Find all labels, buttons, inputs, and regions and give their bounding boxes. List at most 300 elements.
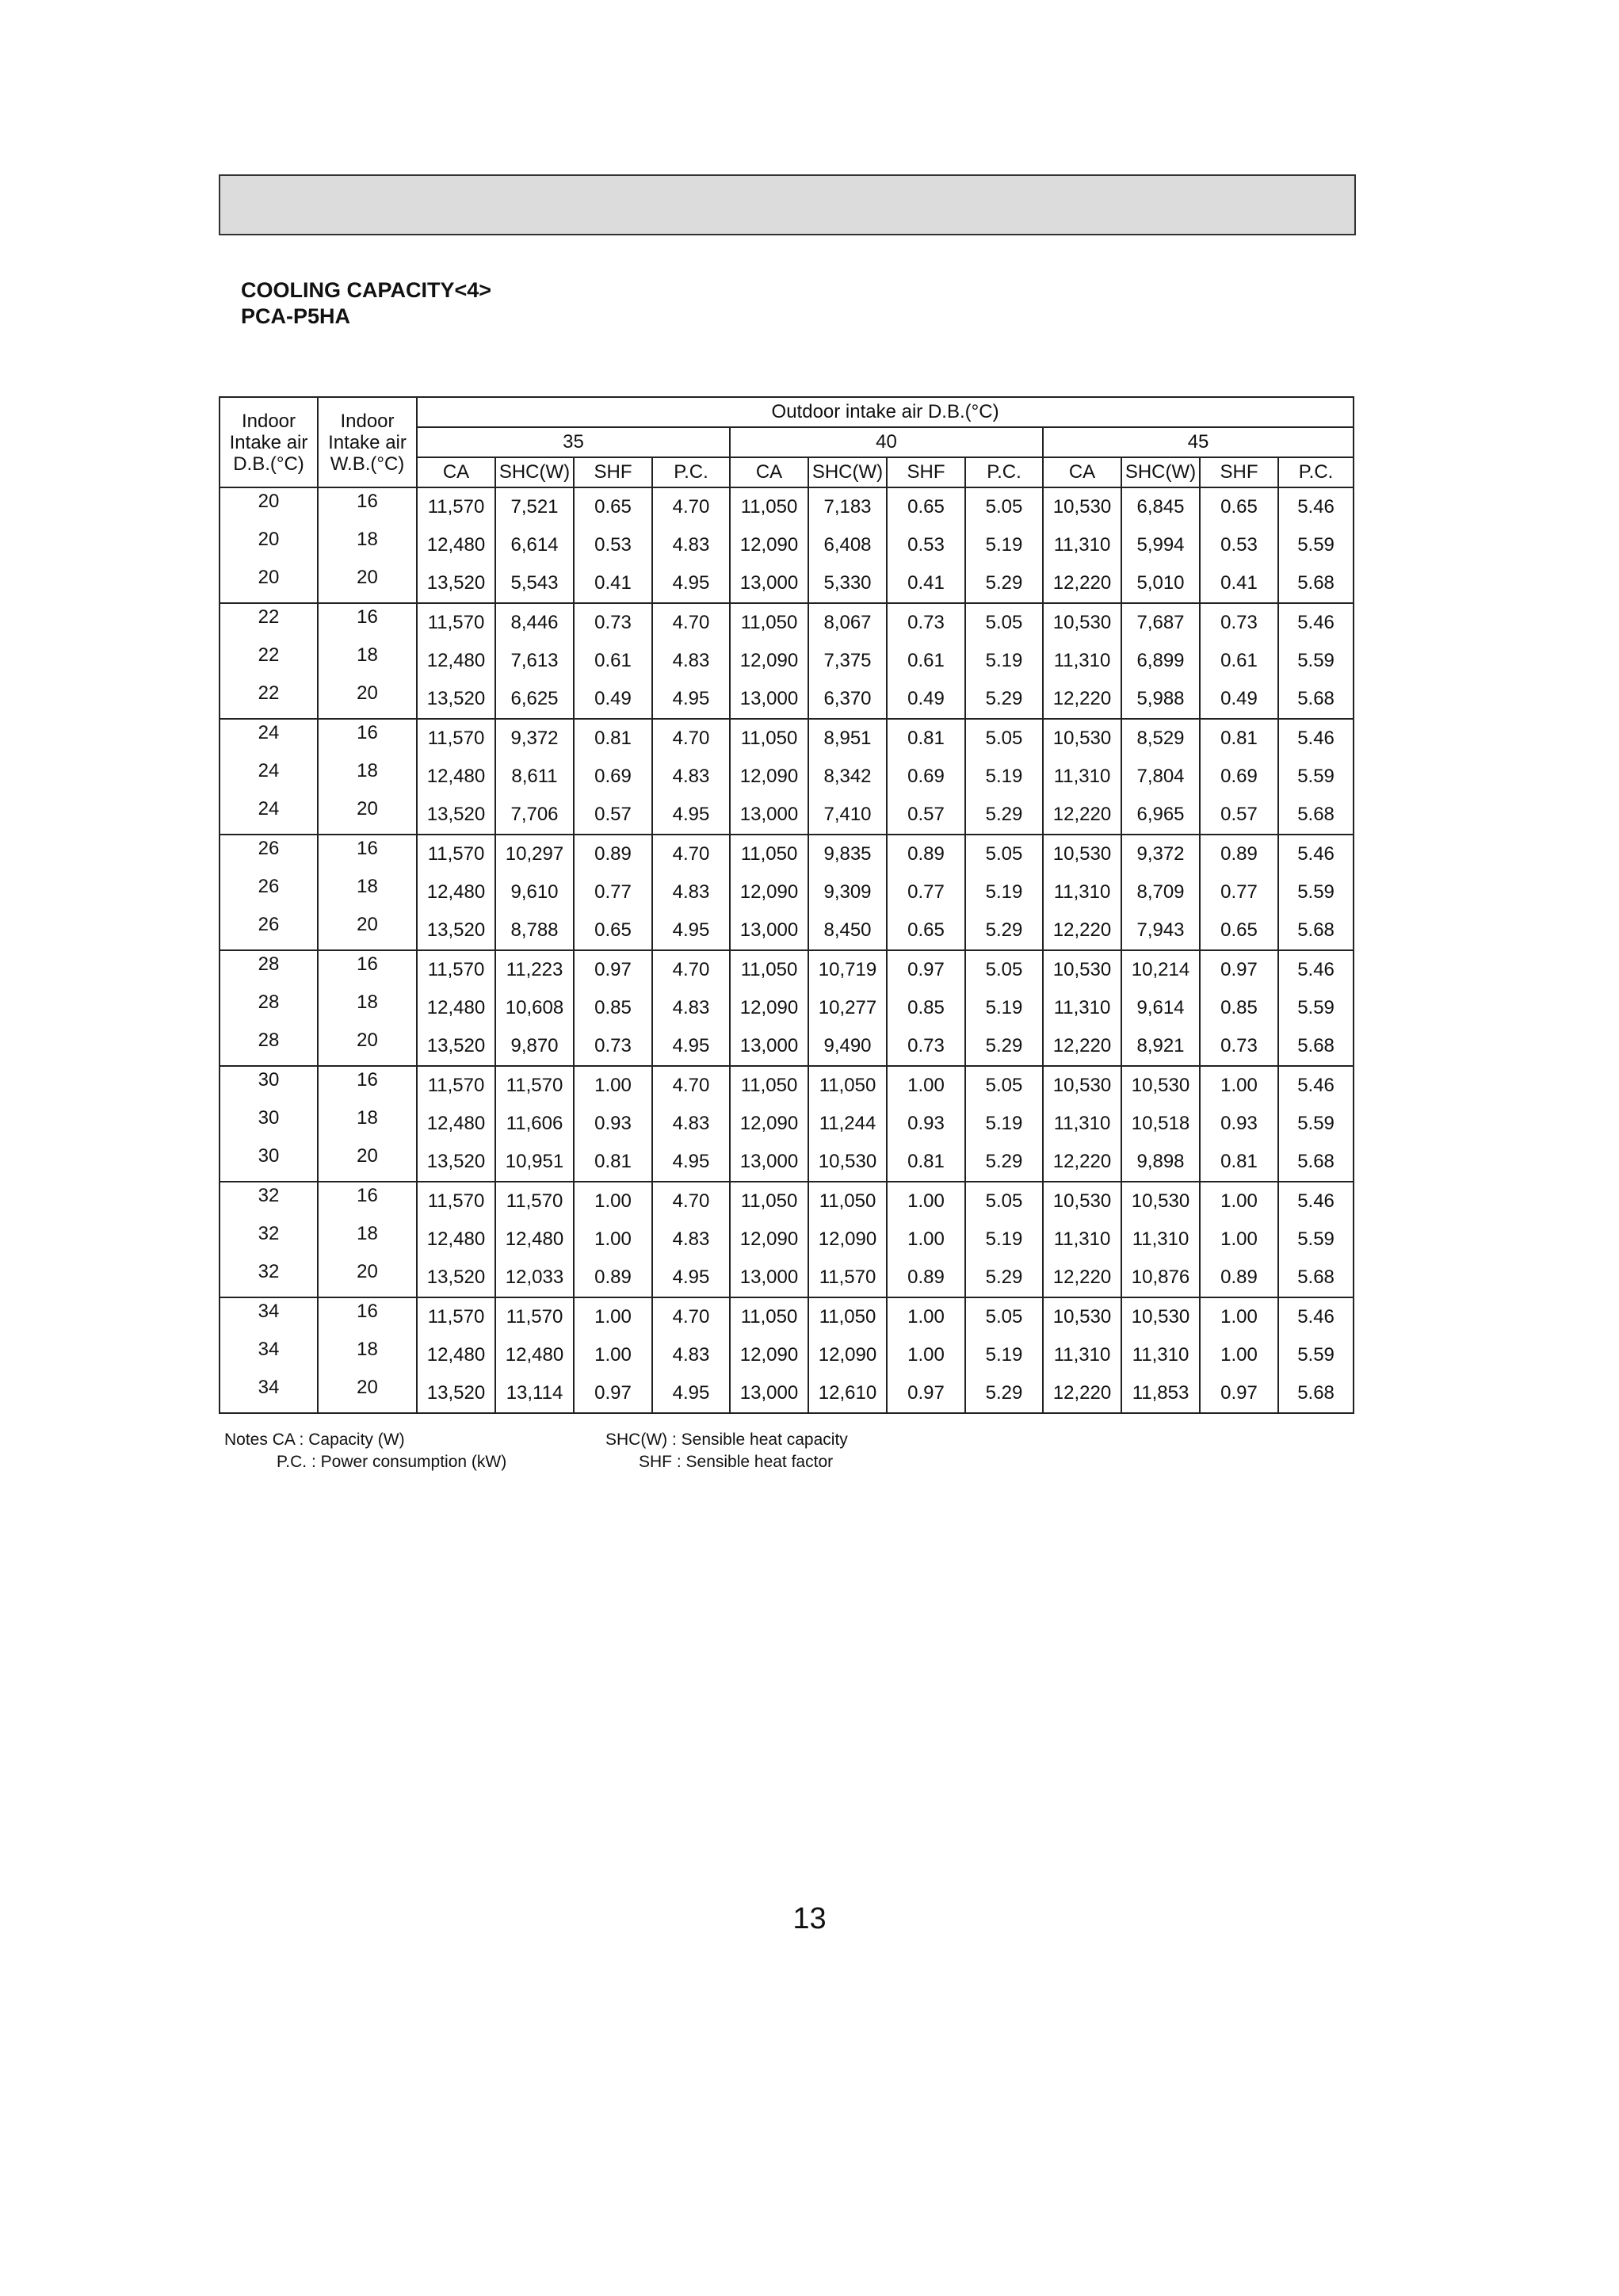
table-cell: 5.05: [965, 719, 1043, 758]
table-cell: 13,520: [417, 796, 495, 835]
table-cell: 11,223: [495, 950, 574, 989]
table-cell: 5.46: [1278, 1066, 1354, 1105]
table-cell: 5.05: [965, 835, 1043, 873]
table-cell: 12,090: [730, 1105, 808, 1143]
table-cell: 11,310: [1043, 758, 1121, 796]
table-cell: 0.61: [1200, 642, 1278, 680]
table-cell: 0.97: [574, 950, 652, 989]
table-cell: 0.57: [887, 796, 965, 835]
table-cell: 12,480: [417, 758, 495, 796]
table-cell: 11,853: [1121, 1374, 1200, 1413]
table-cell: 11,050: [808, 1066, 887, 1105]
table-cell: 30: [220, 1143, 318, 1182]
header-band: [219, 174, 1356, 235]
table-cell: 0.89: [574, 1259, 652, 1297]
table-cell: 11,310: [1121, 1336, 1200, 1374]
table-row: [220, 835, 1354, 873]
table-cell: 6,370: [808, 680, 887, 719]
table-cell: 10,719: [808, 950, 887, 989]
table-cell: 8,709: [1121, 873, 1200, 911]
table-cell: 10,530: [1043, 603, 1121, 642]
table-cell: 0.85: [1200, 989, 1278, 1027]
table-cell: 10,518: [1121, 1105, 1200, 1143]
table-cell: 18: [318, 873, 417, 911]
table-cell: 11,570: [808, 1259, 887, 1297]
table-cell: 0.53: [887, 526, 965, 564]
table-cell: 11,050: [808, 1297, 887, 1336]
table-cell: 11,570: [417, 487, 495, 526]
table-cell: 6,965: [1121, 796, 1200, 835]
table-cell: 11,606: [495, 1105, 574, 1143]
table-cell: 4.95: [652, 1143, 730, 1182]
table-cell: 18: [318, 1336, 417, 1374]
table-cell: 5.59: [1297, 997, 1335, 1018]
table-cell: 12,033: [495, 1259, 574, 1297]
col-ca: CA: [1043, 457, 1121, 487]
notes-left: [224, 1429, 506, 1473]
table-cell: 5.59: [1297, 534, 1335, 556]
table-cell: 11,570: [495, 1182, 574, 1221]
table-cell: 8,446: [495, 603, 574, 642]
table-cell: 4.83: [652, 1105, 730, 1143]
table-cell: 0.41: [887, 564, 965, 603]
outdoor-temp-35: 35: [417, 427, 730, 457]
table-cell: 6,408: [808, 526, 887, 564]
table-cell: 1.00: [1200, 1066, 1278, 1105]
table-cell: 0.65: [1200, 911, 1278, 950]
table-cell: 0.81: [1200, 719, 1278, 758]
table-cell: 0.93: [1200, 1105, 1278, 1143]
table-cell: 4.70: [652, 719, 730, 758]
table-row: [220, 603, 1354, 642]
cooling-capacity-table: [219, 396, 1354, 1414]
table-cell: 5.05: [965, 1297, 1043, 1336]
table-cell: 4.70: [652, 487, 730, 526]
table-cell: 5.68: [1297, 688, 1335, 709]
table-cell: 10,530: [1043, 1182, 1121, 1221]
table-cell: 9,898: [1121, 1143, 1200, 1182]
table-cell: 4.95: [652, 1374, 730, 1413]
table-row: [220, 487, 1354, 526]
table-cell: 0.81: [1200, 1143, 1278, 1182]
table-cell: 11,244: [808, 1105, 887, 1143]
table-cell: 0.81: [887, 1143, 965, 1182]
table-cell: 4.83: [652, 642, 730, 680]
table-row: [220, 911, 1354, 950]
table-cell: 5.68: [1297, 1151, 1335, 1172]
table-cell: 34: [220, 1297, 318, 1336]
table-cell: 11,050: [730, 487, 808, 526]
table-cell: 5.29: [965, 796, 1043, 835]
table-cell: 0.65: [1200, 487, 1278, 526]
table-cell: 12,610: [808, 1374, 887, 1413]
note-ca: CA : Capacity (W): [272, 1431, 405, 1449]
table-row: [220, 719, 1354, 758]
table-cell: 5,010: [1121, 564, 1200, 603]
table-cell: 12,480: [495, 1221, 574, 1259]
table-cell: 4.95: [652, 911, 730, 950]
table-cell: 13,520: [417, 1259, 495, 1297]
table-cell: 1.00: [887, 1182, 965, 1221]
table-cell: 5.05: [965, 487, 1043, 526]
table-cell: 5.59: [1297, 1113, 1335, 1134]
table-cell: 5.68: [1297, 1382, 1335, 1404]
table-cell: 28: [220, 989, 318, 1027]
table-cell: 10,530: [1043, 1297, 1121, 1336]
table-cell: 12,090: [808, 1221, 887, 1259]
table-cell: 0.69: [887, 758, 965, 796]
table-cell: 11,050: [730, 1182, 808, 1221]
table-cell: 0.73: [574, 603, 652, 642]
table-cell: 10,277: [808, 989, 887, 1027]
table-cell: 9,309: [808, 873, 887, 911]
table-cell: 12,220: [1043, 680, 1121, 719]
table-row: [220, 873, 1354, 911]
table-cell: 5.05: [965, 603, 1043, 642]
table-cell: 11,570: [417, 1182, 495, 1221]
table-cell: 9,610: [495, 873, 574, 911]
table-cell: 16: [318, 719, 417, 758]
table-row: [220, 796, 1354, 835]
notes-right: [605, 1429, 848, 1473]
table-cell: 22: [220, 642, 318, 680]
table-cell: 6,845: [1121, 487, 1200, 526]
table-cell: 0.61: [574, 642, 652, 680]
table-cell: 18: [318, 1221, 417, 1259]
table-cell: 0.89: [574, 835, 652, 873]
table-cell: 5.46: [1278, 835, 1354, 873]
table-cell: 0.41: [1200, 564, 1278, 603]
table-cell: 11,570: [417, 1297, 495, 1336]
table-cell: 12,220: [1043, 1259, 1121, 1297]
table-cell: 0.57: [1200, 796, 1278, 835]
table-row: [220, 564, 1354, 603]
table-cell: 6,614: [495, 526, 574, 564]
table-cell: 1.00: [1200, 1336, 1278, 1374]
table-cell: 9,835: [808, 835, 887, 873]
table-row: [220, 526, 1354, 564]
table-row: [220, 1374, 1354, 1413]
table-cell: 8,067: [808, 603, 887, 642]
outdoor-temp-40: 40: [730, 427, 1043, 457]
col-pc: P.C.: [652, 457, 730, 487]
table-row: [220, 950, 1354, 989]
table-cell: 13,000: [730, 1143, 808, 1182]
table-cell: 11,310: [1043, 1105, 1121, 1143]
table-cell: 5.19: [965, 1336, 1043, 1374]
table-cell: 4.70: [652, 603, 730, 642]
table-cell: 7,183: [808, 487, 887, 526]
table-cell: 0.41: [574, 564, 652, 603]
table-cell: 8,529: [1121, 719, 1200, 758]
table-cell: 11,570: [417, 719, 495, 758]
table-cell: 7,943: [1121, 911, 1200, 950]
table-cell: 4.83: [652, 1221, 730, 1259]
table-cell: 24: [220, 796, 318, 835]
table-cell: 0.85: [574, 989, 652, 1027]
table-cell: 11,570: [495, 1297, 574, 1336]
table-cell: 16: [318, 1066, 417, 1105]
table-cell: 10,530: [1043, 835, 1121, 873]
table-cell: 1.00: [887, 1336, 965, 1374]
table-cell: 0.57: [574, 796, 652, 835]
table-row: [220, 1066, 1354, 1105]
outdoor-header: Outdoor intake air D.B.(°C): [417, 397, 1354, 427]
table-cell: 0.97: [887, 1374, 965, 1413]
indoor-wb-header: Indoor Intake air W.B.(°C): [318, 397, 417, 487]
table-cell: 20: [220, 526, 318, 564]
table-cell: 30: [220, 1066, 318, 1105]
table-cell: 11,310: [1121, 1221, 1200, 1259]
table-cell: 18: [318, 989, 417, 1027]
table-cell: 5.46: [1278, 950, 1354, 989]
table-cell: 28: [220, 1027, 318, 1066]
table-cell: 5.46: [1278, 1297, 1354, 1336]
table-cell: 16: [318, 950, 417, 989]
table-cell: 12,090: [730, 526, 808, 564]
table-cell: 11,570: [417, 603, 495, 642]
table-cell: 10,530: [1121, 1297, 1200, 1336]
table-cell: 12,480: [417, 989, 495, 1027]
table-cell: 0.77: [887, 873, 965, 911]
table-cell: 1.00: [574, 1066, 652, 1105]
table-cell: 13,000: [730, 796, 808, 835]
table-cell: 12,090: [730, 1336, 808, 1374]
table-cell: 4.95: [652, 1027, 730, 1066]
table-cell: 0.89: [887, 835, 965, 873]
table-cell: 5.59: [1297, 650, 1335, 671]
table-cell: 10,530: [1121, 1066, 1200, 1105]
table-cell: 12,480: [495, 1336, 574, 1374]
table-cell: 4.83: [652, 758, 730, 796]
table-cell: 7,687: [1121, 603, 1200, 642]
table-cell: 5.68: [1297, 919, 1335, 941]
table-cell: 4.83: [652, 873, 730, 911]
table-cell: 5.05: [965, 1066, 1043, 1105]
table-cell: 4.70: [652, 835, 730, 873]
table-cell: 7,613: [495, 642, 574, 680]
indoor-db-header: Indoor Intake air D.B.(°C): [220, 397, 318, 487]
table-row: [220, 989, 1354, 1027]
table-cell: 5,988: [1121, 680, 1200, 719]
table-cell: 5.46: [1278, 603, 1354, 642]
table-cell: 0.89: [1200, 1259, 1278, 1297]
table-cell: 11,310: [1043, 1221, 1121, 1259]
table-cell: 8,921: [1121, 1027, 1200, 1066]
notes-label: Notes: [224, 1431, 268, 1449]
table-cell: 20: [318, 1027, 417, 1066]
table-cell: 16: [318, 835, 417, 873]
outdoor-temp-45: 45: [1043, 427, 1354, 457]
table-cell: 12,480: [417, 1336, 495, 1374]
table-cell: 13,000: [730, 564, 808, 603]
table-cell: 12,220: [1043, 1143, 1121, 1182]
table-cell: 20: [220, 564, 318, 603]
col-shf: SHF: [574, 457, 652, 487]
table-cell: 0.65: [574, 487, 652, 526]
table-cell: 0.69: [1200, 758, 1278, 796]
note-pc: P.C. : Power consumption (kW): [277, 1453, 507, 1471]
table-cell: 11,050: [730, 1066, 808, 1105]
table-cell: 0.49: [574, 680, 652, 719]
table-cell: 16: [318, 1297, 417, 1336]
table-cell: 6,625: [495, 680, 574, 719]
table-cell: 4.95: [652, 796, 730, 835]
table-cell: 18: [318, 642, 417, 680]
table-cell: 12,220: [1043, 1027, 1121, 1066]
table-cell: 5.59: [1297, 1228, 1335, 1250]
table-cell: 13,000: [730, 911, 808, 950]
table-cell: 4.83: [652, 989, 730, 1027]
table-cell: 22: [220, 603, 318, 642]
table-cell: 8,450: [808, 911, 887, 950]
table-cell: 12,220: [1043, 564, 1121, 603]
table-cell: 0.53: [1200, 526, 1278, 564]
table-cell: 7,706: [495, 796, 574, 835]
table-cell: 1.00: [574, 1221, 652, 1259]
table-cell: 10,951: [495, 1143, 574, 1182]
table-cell: 0.97: [1200, 1374, 1278, 1413]
table-cell: 0.89: [887, 1259, 965, 1297]
table-cell: 12,090: [730, 1221, 808, 1259]
table-cell: 16: [318, 603, 417, 642]
table-cell: 18: [318, 758, 417, 796]
table-cell: 26: [220, 835, 318, 873]
col-shc: SHC(W): [495, 457, 574, 487]
section-title: COOLING CAPACITY<4>: [241, 278, 492, 302]
col-shf: SHF: [1200, 457, 1278, 487]
table-cell: 32: [220, 1182, 318, 1221]
table-cell: 11,050: [730, 603, 808, 642]
table-cell: 5,994: [1121, 526, 1200, 564]
table-cell: 11,570: [417, 1066, 495, 1105]
table-cell: 9,614: [1121, 989, 1200, 1027]
table-cell: 5.68: [1297, 804, 1335, 825]
table-cell: 10,530: [808, 1143, 887, 1182]
table-cell: 9,372: [1121, 835, 1200, 873]
table-cell: 5.19: [965, 989, 1043, 1027]
table-cell: 5.68: [1297, 572, 1335, 594]
table-cell: 5.29: [965, 1027, 1043, 1066]
col-shc: SHC(W): [1121, 457, 1200, 487]
table-cell: 1.00: [574, 1182, 652, 1221]
table-cell: 4.95: [652, 1259, 730, 1297]
table-cell: 11,050: [730, 950, 808, 989]
table-cell: 11,310: [1043, 526, 1121, 564]
table-cell: 18: [318, 1105, 417, 1143]
table-cell: 10,876: [1121, 1259, 1200, 1297]
table-cell: 5.46: [1278, 719, 1354, 758]
table-cell: 9,490: [808, 1027, 887, 1066]
title-block: [241, 277, 491, 330]
table-cell: 0.53: [574, 526, 652, 564]
table-cell: 11,310: [1043, 642, 1121, 680]
note-shf: SHF : Sensible heat factor: [639, 1453, 834, 1471]
table-cell: 5.19: [965, 642, 1043, 680]
table-cell: 0.73: [1200, 1027, 1278, 1066]
table-cell: 0.49: [1200, 680, 1278, 719]
table-row: [220, 642, 1354, 680]
table-cell: 11,050: [730, 835, 808, 873]
table-cell: 24: [220, 758, 318, 796]
table-cell: 5.29: [965, 1143, 1043, 1182]
table-cell: 12,220: [1043, 796, 1121, 835]
table-cell: 32: [220, 1259, 318, 1297]
table-cell: 32: [220, 1221, 318, 1259]
table-cell: 13,520: [417, 680, 495, 719]
table-cell: 9,870: [495, 1027, 574, 1066]
page-number: 13: [792, 1902, 827, 1935]
table-cell: 11,570: [417, 950, 495, 989]
table-cell: 13,520: [417, 564, 495, 603]
table-cell: 1.00: [1200, 1297, 1278, 1336]
table-cell: 11,310: [1043, 873, 1121, 911]
table-cell: 20: [318, 1143, 417, 1182]
table-cell: 0.81: [574, 1143, 652, 1182]
table-cell: 16: [318, 487, 417, 526]
table-cell: 1.00: [574, 1297, 652, 1336]
table-cell: 12,220: [1043, 911, 1121, 950]
table-cell: 0.73: [887, 603, 965, 642]
table-cell: 1.00: [1200, 1182, 1278, 1221]
table-cell: 10,608: [495, 989, 574, 1027]
col-pc: P.C.: [965, 457, 1043, 487]
table-cell: 0.73: [887, 1027, 965, 1066]
table-cell: 11,050: [730, 1297, 808, 1336]
table-cell: 8,611: [495, 758, 574, 796]
table-cell: 0.73: [1200, 603, 1278, 642]
table-cell: 30: [220, 1105, 318, 1143]
table-cell: 5,543: [495, 564, 574, 603]
table-cell: 34: [220, 1374, 318, 1413]
table-cell: 24: [220, 719, 318, 758]
table-cell: 12,480: [417, 1105, 495, 1143]
table-cell: 18: [318, 526, 417, 564]
table-cell: 10,530: [1121, 1182, 1200, 1221]
table-cell: 5.29: [965, 1259, 1043, 1297]
table-cell: 12,090: [730, 989, 808, 1027]
table-cell: 4.70: [652, 1297, 730, 1336]
table-cell: 13,114: [495, 1374, 574, 1413]
table-cell: 5.59: [1297, 881, 1335, 903]
table-cell: 34: [220, 1336, 318, 1374]
table-cell: 1.00: [887, 1221, 965, 1259]
table-cell: 6,899: [1121, 642, 1200, 680]
table-cell: 5.68: [1297, 1035, 1335, 1056]
table-cell: 20: [318, 564, 417, 603]
table-cell: 0.69: [574, 758, 652, 796]
table-cell: 8,788: [495, 911, 574, 950]
table-cell: 5,330: [808, 564, 887, 603]
table-row: [220, 1221, 1354, 1259]
col-shc: SHC(W): [808, 457, 887, 487]
table-header: [220, 397, 1354, 487]
table-cell: 5.29: [965, 680, 1043, 719]
table-cell: 4.83: [652, 526, 730, 564]
table-cell: 0.81: [574, 719, 652, 758]
table-cell: 5.19: [965, 1221, 1043, 1259]
table-cell: 20: [318, 1374, 417, 1413]
table-row: [220, 758, 1354, 796]
table-row: [220, 1027, 1354, 1066]
table-cell: 5.19: [965, 1105, 1043, 1143]
table-cell: 5.19: [965, 758, 1043, 796]
table-cell: 11,570: [495, 1066, 574, 1105]
table-cell: 11,050: [808, 1182, 887, 1221]
table-cell: 5.68: [1297, 1266, 1335, 1288]
table-cell: 12,220: [1043, 1374, 1121, 1413]
table-cell: 10,530: [1043, 1066, 1121, 1105]
